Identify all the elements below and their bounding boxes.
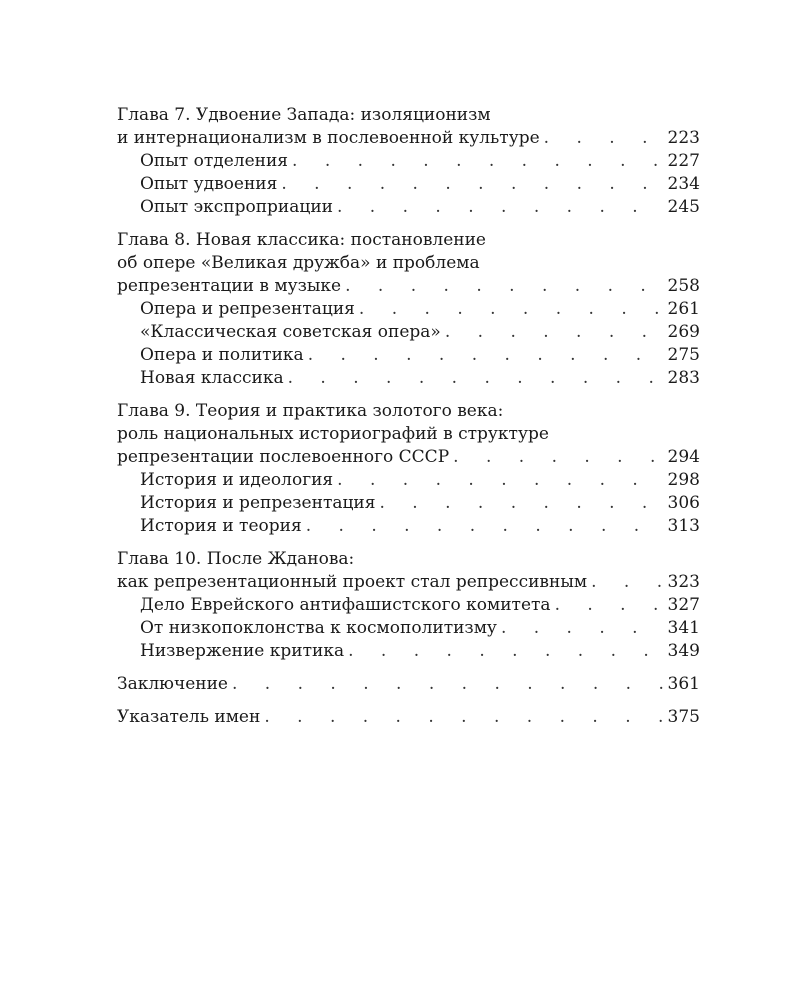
- page-number: 234: [667, 174, 700, 194]
- dot-leader: [308, 344, 664, 367]
- dot-leader: [292, 150, 664, 173]
- entry-title: Опыт экспроприации: [140, 197, 333, 217]
- dot-leader: [232, 673, 664, 696]
- entry-title: Дело Еврейского антифашистского комитета: [140, 595, 551, 615]
- page-number: 306: [667, 493, 700, 513]
- entry-title: История и теория: [140, 516, 302, 536]
- entry-title: От низкопоклонства к космополитизму: [140, 618, 497, 638]
- page-number: 227: [667, 151, 700, 171]
- entry-title: Заключение: [117, 674, 228, 694]
- entry-title: Новая классика: [140, 368, 284, 388]
- toc-entry-chapter[interactable]: [117, 571, 700, 594]
- toc-entry-section[interactable]: [117, 594, 700, 617]
- entry-title: репрезентации послевоенного СССР: [117, 447, 450, 467]
- entry-title: как репрезентационный проект стал репрессивным: [117, 572, 588, 592]
- chapter-title-line: Глава 10. После Жданова:: [117, 549, 355, 569]
- entry-title: Опыт отделения: [140, 151, 289, 171]
- toc-entry-section[interactable]: [117, 321, 700, 344]
- page-number: 323: [667, 572, 700, 592]
- toc-entry-section[interactable]: [117, 469, 700, 492]
- dot-leader: [288, 367, 664, 390]
- entry-title: Низвержение критика: [140, 641, 345, 661]
- entry-title: История и репрезентация: [140, 493, 376, 513]
- dot-leader: [306, 515, 664, 538]
- dot-leader: [345, 275, 663, 298]
- toc-entry-section[interactable]: [117, 344, 700, 367]
- entry-title: и интернационализм в послевоенной культуре: [117, 128, 540, 148]
- toc-entry-section[interactable]: [117, 298, 700, 321]
- chapter-title-line: Глава 9. Теория и практика золотого века:: [117, 401, 504, 421]
- dot-leader: [453, 446, 663, 469]
- toc-index: [117, 706, 700, 729]
- dot-leader: [501, 617, 664, 640]
- chapter-title-line: Глава 8. Новая классика: постановление: [117, 230, 486, 250]
- dot-leader: [445, 321, 664, 344]
- toc-conclusion: [117, 673, 700, 696]
- dot-leader: [555, 594, 664, 617]
- page-number: 341: [667, 618, 700, 638]
- toc-entry-section[interactable]: [117, 150, 700, 173]
- chapter-title-line: роль национальных историографий в структуре: [117, 424, 549, 444]
- entry-title: Указатель имен: [117, 707, 261, 727]
- dot-leader: [264, 706, 663, 729]
- dot-leader: [591, 571, 663, 594]
- toc-chapter-10: [117, 548, 700, 663]
- table-of-contents: [117, 104, 700, 739]
- toc-entry-chapter[interactable]: [117, 127, 700, 150]
- page-number: 349: [667, 641, 700, 661]
- chapter-title-line: об опере «Великая дружба» и проблема: [117, 253, 480, 273]
- toc-entry-chapter[interactable]: [117, 275, 700, 298]
- toc-entry-section[interactable]: [117, 196, 700, 219]
- toc-entry-chapter[interactable]: [117, 446, 700, 469]
- page-number: 245: [667, 197, 700, 217]
- page-number: 283: [667, 368, 700, 388]
- page-number: 375: [667, 707, 700, 727]
- page-number: 223: [667, 128, 700, 148]
- toc-entry-section[interactable]: [117, 367, 700, 390]
- dot-leader: [337, 469, 663, 492]
- toc-entry-section[interactable]: [117, 515, 700, 538]
- entry-title: Опера и репрезентация: [140, 299, 355, 319]
- entry-title: Опера и политика: [140, 345, 304, 365]
- toc-chapter-8: [117, 229, 700, 390]
- page-number: 298: [667, 470, 700, 490]
- entry-title: «Классическая советская опера»: [140, 322, 441, 342]
- entry-title: репрезентации в музыке: [117, 276, 342, 296]
- page-number: 275: [667, 345, 700, 365]
- page-number: 294: [667, 447, 700, 467]
- toc-chapter-7: [117, 104, 700, 219]
- toc-entry-section[interactable]: [117, 640, 700, 663]
- dot-leader: [379, 492, 663, 515]
- toc-entry-conclusion[interactable]: [117, 673, 700, 696]
- toc-chapter-9: [117, 400, 700, 538]
- page-number: 269: [667, 322, 700, 342]
- chapter-title-line: Глава 7. Удвоение Запада: изоляционизм: [117, 105, 491, 125]
- toc-entry-section[interactable]: [117, 492, 700, 515]
- dot-leader: [281, 173, 663, 196]
- dot-leader: [359, 298, 664, 321]
- page-number: 313: [667, 516, 700, 536]
- toc-entry-index[interactable]: [117, 706, 700, 729]
- page-number: 258: [667, 276, 700, 296]
- dot-leader: [544, 127, 664, 150]
- toc-entry-section[interactable]: [117, 173, 700, 196]
- page-number: 327: [667, 595, 700, 615]
- page-number: 261: [667, 299, 700, 319]
- page-number: 361: [667, 674, 700, 694]
- dot-leader: [337, 196, 664, 219]
- entry-title: Опыт удвоения: [140, 174, 278, 194]
- toc-entry-section[interactable]: [117, 617, 700, 640]
- entry-title: История и идеология: [140, 470, 334, 490]
- dot-leader: [348, 640, 663, 663]
